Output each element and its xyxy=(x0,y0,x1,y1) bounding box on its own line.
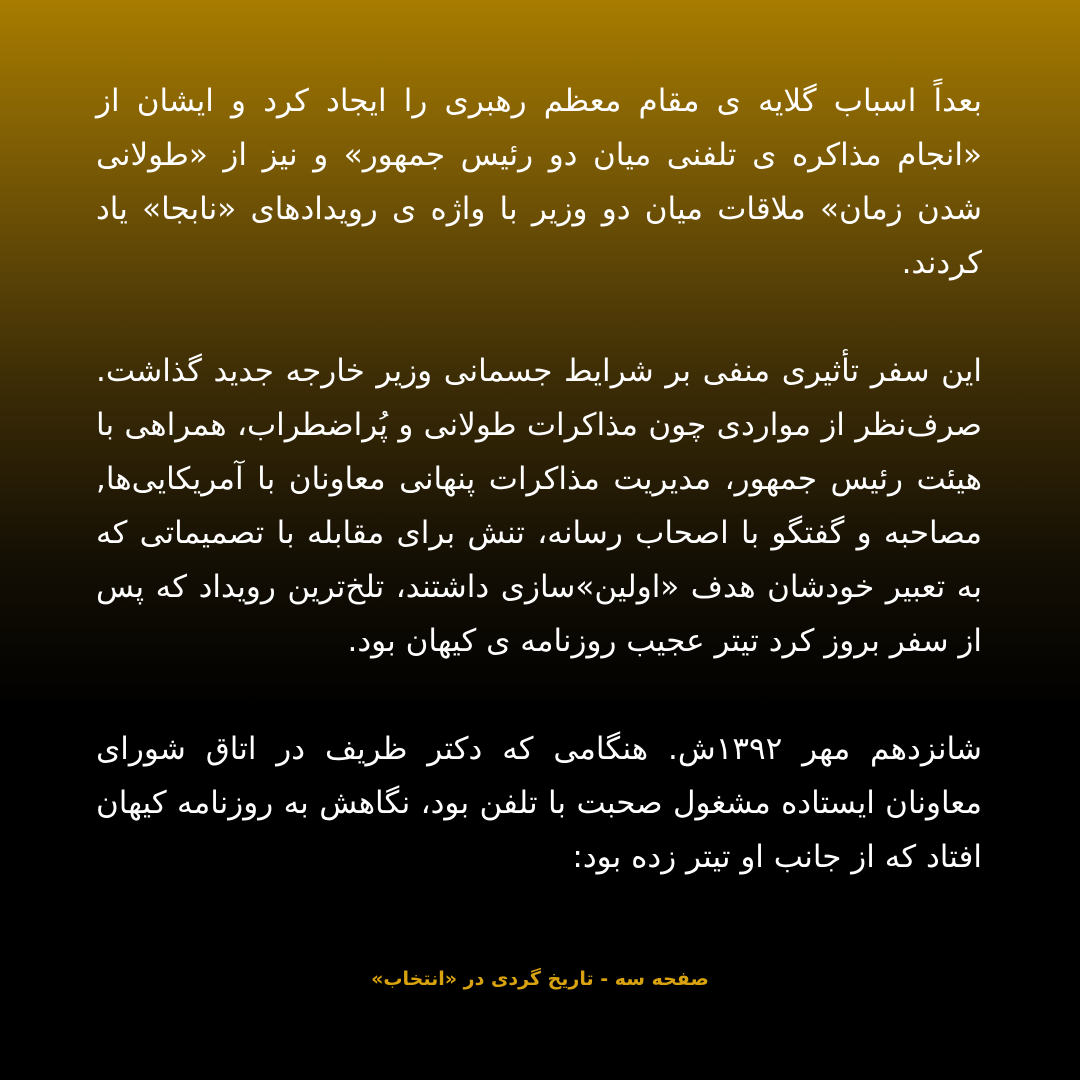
paragraph-1: بعداً اسباب گلایه ی مقام معظم رهبری را ایجاد کرد و ایشان از «انجام مذاکره ی تلفنی میان دو رئیس جمهور» و نیز از «طولانی شدن زمان» ملاقات میان دو وزیر با واژه ی رویدادهای «نابجا» یاد کردند. xyxy=(96,83,982,281)
page-caption: صفحه سه - تاریخ گردی در «انتخاب» xyxy=(371,968,709,990)
paragraph-2: این سفر تأثیری منفی بر شرایط جسمانی وزیر خارجه جدید گذاشت. صرف‌نظر از مواردی چون مذاکرات طولانی و پُراضطراب، همراهی با هیئت رئیس جمهور، مدیریت مذاکرات پنهانی معاونان با آمریکایی‌ها, مصاحبه و گفتگو با اصحاب رسانه، تنش برای مقابله با تصمیماتی که به تعبیر خودشان هدف «اولین»سازی داشتند، تلخ‌ترین رویداد که پس از سفر بروز کرد تیتر عجیب روزنامه ی کیهان بود. xyxy=(96,353,982,659)
article-body xyxy=(96,74,982,884)
paragraph-3: شانزدهم مهر ۱۳۹۲ش. هنگامی که دکتر ظریف در اتاق شورای معاونان ایستاده مشغول صحبت با تلفن بود، نگاهش به روزنامه کیهان افتاد که از جانب او تیتر زده بود: xyxy=(96,731,982,875)
